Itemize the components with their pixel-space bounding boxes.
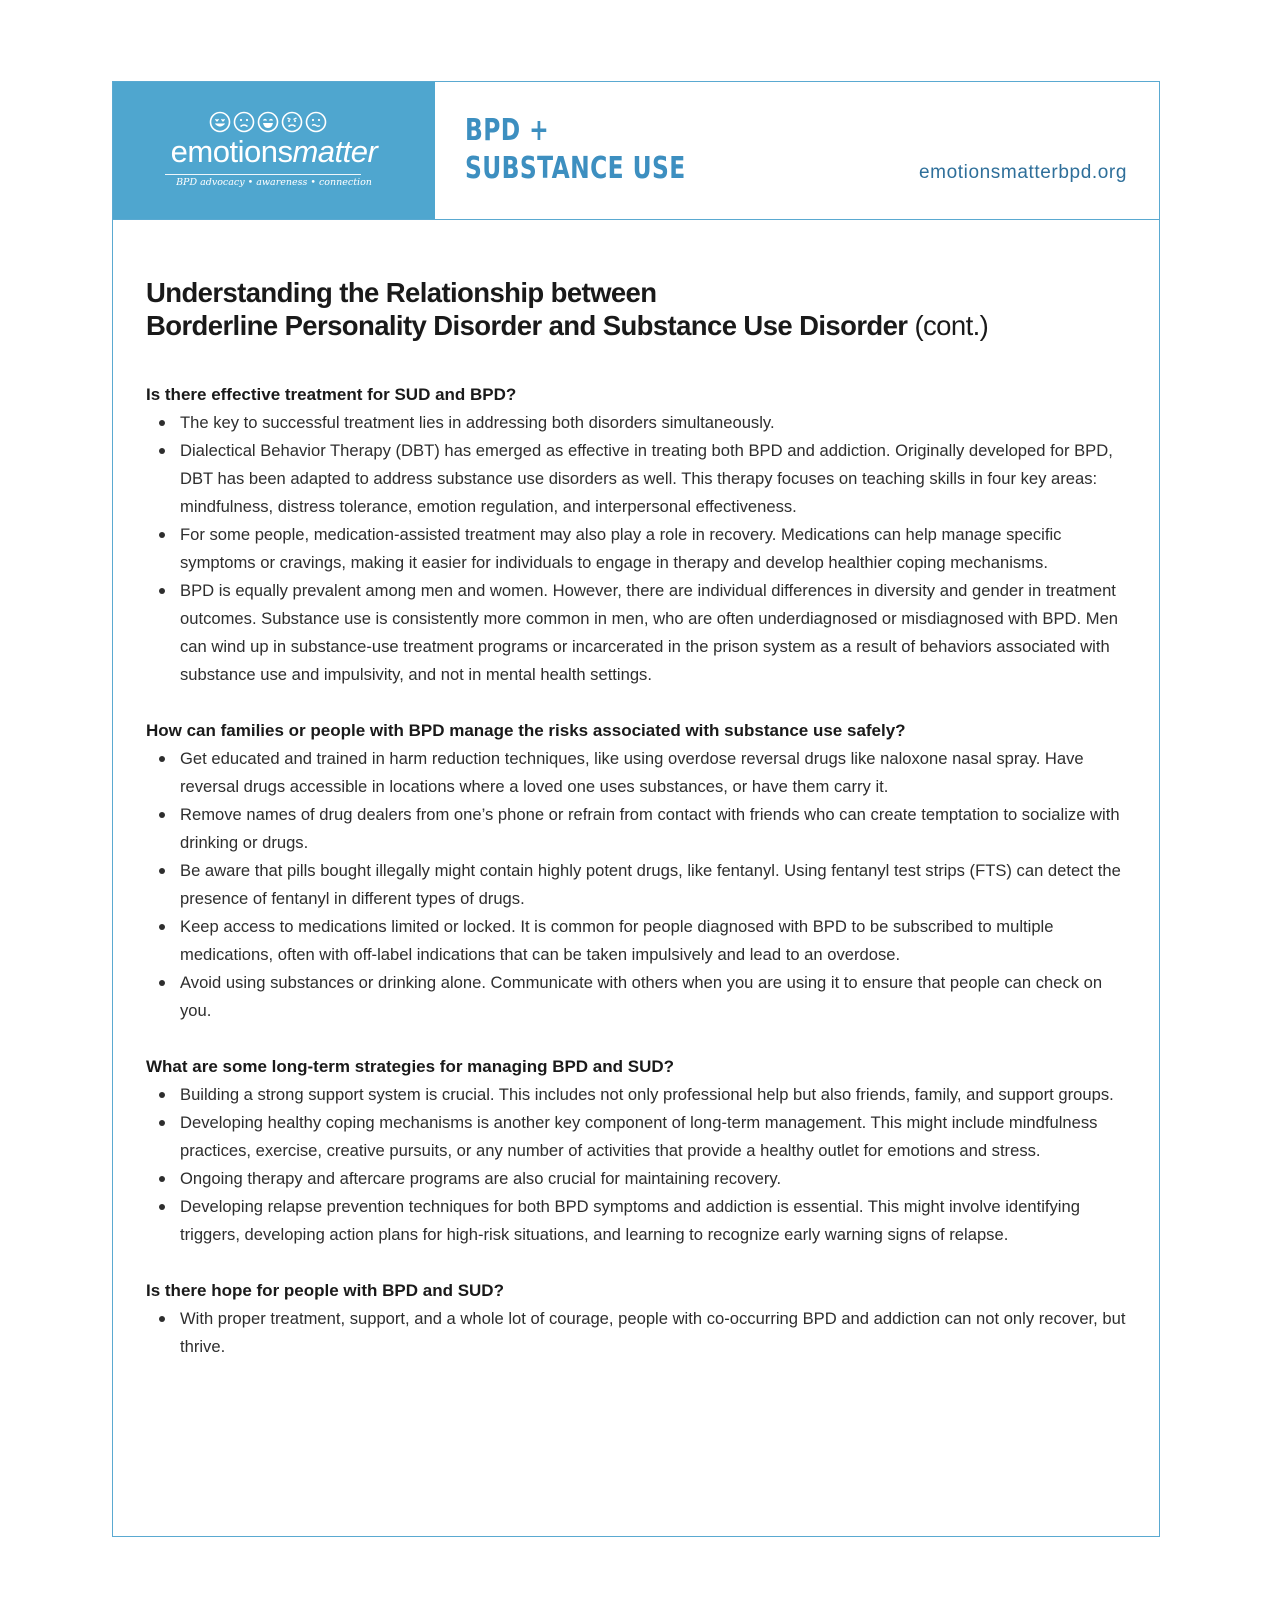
document-title-line2: SUBSTANCE USE <box>465 151 686 186</box>
logo <box>113 82 435 219</box>
section-heading: Is there hope for people with BPD and SUD? <box>146 1281 504 1300</box>
tagline-rule <box>165 174 361 175</box>
list-item: With proper treatment, support, and a whole lot of courage, people with co-occurring BPD and addiction can not only recover, but thrive. <box>146 1305 1126 1361</box>
bullet-list <box>146 745 1126 1025</box>
section-heading: What are some long-term strategies for managing BPD and SUD? <box>146 1057 675 1076</box>
list-item: Remove names of drug dealers from one’s phone or refrain from contact with friends who can create temptation to socialize with drinking or drugs. <box>146 801 1126 857</box>
website-link[interactable]: emotionsmatterbpd.org <box>919 162 1127 183</box>
section-heading: How can families or people with BPD manage the risks associated with substance use safely? <box>146 721 906 740</box>
emoji-faces <box>209 111 327 133</box>
list-item: Building a strong support system is crucial. This includes not only professional help but also friends, family, and support groups. <box>146 1081 1126 1109</box>
list-item: Dialectical Behavior Therapy (DBT) has emerged as effective in treating both BPD and addiction. Originally developed for BPD, DBT has been adapted to address substance use disorders as well. This therapy focuses on teaching skills in four key areas: mindfulness, distress tolerance, emotion regulation, and interpersonal effectiveness. <box>146 437 1126 521</box>
list-item: The key to successful treatment lies in addressing both disorders simultaneously. <box>146 409 1126 437</box>
brand-tagline: BPD advocacy • awareness • connection <box>176 177 372 188</box>
list-item: Be aware that pills bought illegally might contain highly potent drugs, like fentanyl. Using fentanyl test strips (FTS) can detect the presence of fentanyl in different types of drugs. <box>146 857 1126 913</box>
list-item: Get educated and trained in harm reduction techniques, like using overdose reversal drugs like naloxone nasal spray. Have reversal drugs accessible in locations where a loved one uses substances, or have them carry it. <box>146 745 1126 801</box>
page-title-line2-wrap <box>146 309 1126 342</box>
section-heading: Is there effective treatment for SUD and BPD? <box>146 385 517 404</box>
list-item: Developing healthy coping mechanisms is another key component of long-term management. This might include mindfulness practices, exercise, creative pursuits, or any number of activities that provide a healthy outlet for emotions and stress. <box>146 1109 1126 1165</box>
laughing-face-icon <box>257 111 279 133</box>
document-title <box>465 112 686 188</box>
header <box>113 82 1159 220</box>
heart-eyes-face-icon <box>209 111 231 133</box>
brand-name <box>113 134 435 170</box>
list-item: BPD is equally prevalent among men and women. However, there are individual differences in diversity and gender in treatment outcomes. Substance use is consistently more common in men, who are often underdiagnosed or misdiagnosed with BPD. Men can wind up in substance-use treatment programs or incarcerated in the prison system as a result of behaviors associated with substance use and impulsivity, and not in mental health settings. <box>146 577 1126 689</box>
page-title-line2: Borderline Personality Disorder and Substance Use Disorder <box>146 310 908 341</box>
list-item: Ongoing therapy and aftercare programs are also crucial for maintaining recovery. <box>146 1165 1126 1193</box>
list-item: Avoid using substances or drinking alone. Communicate with others when you are using it to ensure that people can check on you. <box>146 969 1126 1025</box>
angry-face-icon <box>281 111 303 133</box>
list-item: Keep access to medications limited or locked. It is common for people diagnosed with BPD to be subscribed to multiple medications, often with off-label indications that can be taken impulsively and lead to an overdose. <box>146 913 1126 969</box>
brand-name-part2: matter <box>292 134 378 169</box>
document-title-line1: BPD + <box>465 113 550 148</box>
list-item: Developing relapse prevention techniques for both BPD symptoms and addiction is essential. This might involve identifying triggers, developing action plans for high-risk situations, and learning to recognize early warning signs of relapse. <box>146 1193 1126 1249</box>
bullet-list <box>146 1305 1126 1361</box>
brand-name-part1: emotions <box>170 134 293 169</box>
page-title-suffix: (cont.) <box>914 310 989 341</box>
page-title-line1: Understanding the Relationship between <box>146 277 657 308</box>
worried-face-icon <box>305 111 327 133</box>
content <box>146 276 1126 1361</box>
bullet-list <box>146 1081 1126 1249</box>
sad-face-icon <box>233 111 255 133</box>
bullet-list <box>146 409 1126 689</box>
page-title <box>146 276 1126 342</box>
list-item: For some people, medication-assisted treatment may also play a role in recovery. Medications can help manage specific symptoms or cravings, making it easier for individuals to engage in therapy and develop healthier coping mechanisms. <box>146 521 1126 577</box>
